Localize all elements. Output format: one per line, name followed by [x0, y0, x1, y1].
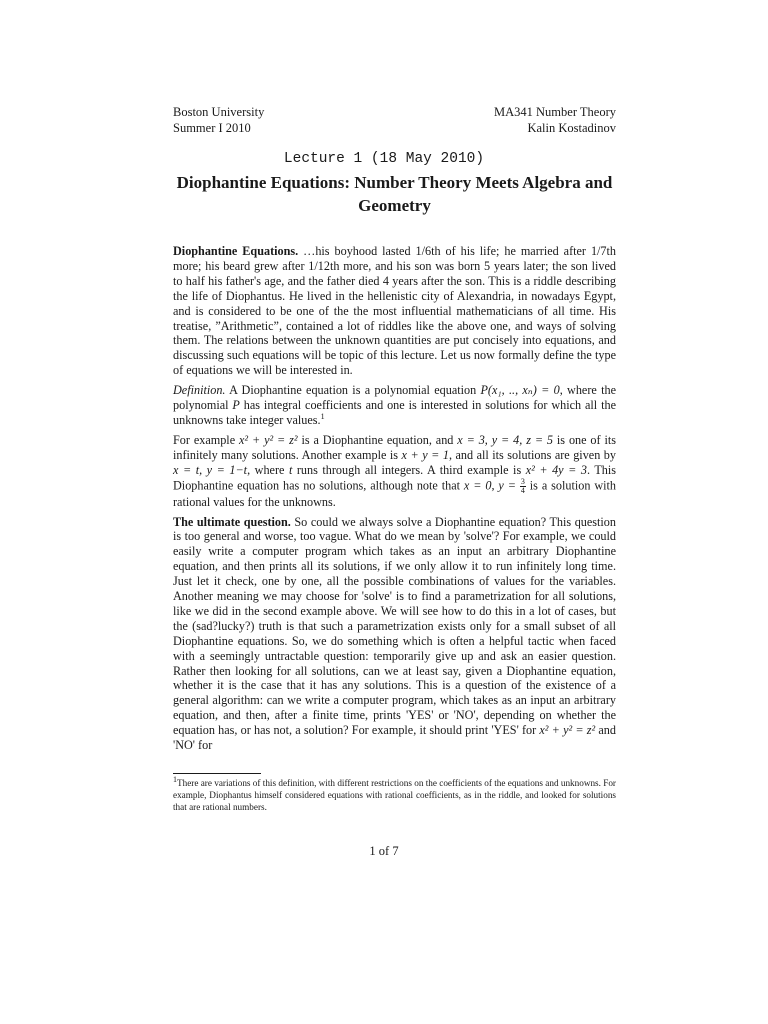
text-run: is a solution with rational values for the unknowns. — [173, 477, 617, 509]
math-expression: x² + y² = z² — [239, 432, 298, 447]
paragraph-definition — [173, 383, 616, 428]
paragraph-text: So could we always solve a Diophantine equation? This question is too general and worse, too vague. What do we mean by 'solve'? For example, we could easily write a computer program which takes as an input an arbitrary Diophantine equation, and then prints all its solutions, if we only allow it to run infinitely long time. Just let it check, one by one, all the possible combinations of values for the variables. Another meaning we may choose for 'solve' is to find a parametrization for all solutions, like we did in the second example above. We will see how to do this in a lot of cases, but the (sad?lucky?) truth is that such a parametrization exists only for a small subset of all Diophantine equations. So, we do something which is often a helpful tactic when faced with a seemingly untractable question: temporarily give up and ask an easier question. Rather then looking for all solutions, can we at least say, given a Diophantine equation, whether it is the case that it has any solutions. This is a question of the existence of a general algorithm: can we write a computer program, which takes as an input an arbitrary equation, and then, after a finite time, prints 'YES' or 'NO', depending on whether the equation has, or has not, a solution? For example, it should print 'YES' for — [173, 514, 616, 738]
instructor: Kalin Kostadinov — [527, 121, 616, 135]
course: MA341 Number Theory — [494, 105, 616, 119]
math-expression: x + y = 1 — [401, 447, 449, 462]
lecture-label: Lecture 1 (18 May 2010) — [283, 151, 485, 167]
header-right — [494, 104, 616, 136]
text-run: , where the polynomial — [173, 383, 616, 413]
body-text — [173, 244, 616, 758]
text-run: has integral coefficients and one is interested in solutions for which all the unknowns take integer values. — [173, 398, 616, 427]
paragraph-ultimate-question — [173, 515, 616, 754]
footnote-text: There are variations of this definition, with different restrictions on the coefficients of the equations and unknowns. For example, Diophantus himself considered equations with rational coefficients, as in the riddle, and looked for solutions that are rational numbers. — [173, 778, 616, 812]
text-run: For example — [173, 432, 239, 447]
paragraph-text: …his boyhood lasted 1/6th of his life; he married after 1/7th more; his beard grew after 1/12th more, and his son was born 5 years later; the son lived to half his father's age, and the father died 4 years after the son. This is a riddle describing the life of Diophantus. He lived in the hellenistic city of Alexandria, in nowadays Egypt, and is considered to be one of the the most influential mathematicians of all time. His treatise, ”Arithmetic”, contained a lot of riddles like the above one, and ways of solving them. The relations between the unknown quantities are put concisely into equations, and discussing such equations will be topic of this lecture. Let us now formally define the type of equations we will be interested in. — [173, 244, 616, 378]
footnote-marker[interactable]: 1 — [320, 411, 325, 421]
text-run: A Diophantine equation is a polynomial equation — [225, 383, 481, 398]
math-expression: P(x₁, .., xₙ) = 0 — [480, 383, 560, 398]
page-number: 1 of 7 — [369, 844, 399, 858]
fraction-denominator: 4 — [520, 485, 525, 495]
text-run: runs through all integers. A third example is — [292, 462, 526, 477]
math-expression: x² + y² = z² — [539, 723, 596, 738]
section-heading: Diophantine Equations. — [173, 244, 299, 258]
term: Summer I 2010 — [173, 121, 251, 135]
math-expression: x² + 4y = 3 — [525, 462, 587, 477]
fraction-numerator: 3 — [520, 476, 525, 486]
text-run: is a Diophantine equation, and — [297, 432, 458, 447]
text-run: is one of its infinitely many solutions. Another example is — [173, 432, 616, 462]
definition-label: Definition. — [173, 383, 226, 398]
paragraph-example — [173, 433, 616, 510]
page-title: Diophantine Equations: Number Theory Meets Algebra and Geometry — [176, 173, 613, 215]
footnote — [173, 774, 616, 813]
university: Boston University — [173, 105, 265, 119]
math-expression: x = t, y = 1−t — [173, 462, 248, 477]
math-expression: t — [288, 462, 293, 477]
footnote-number: 1 — [173, 774, 177, 784]
paragraph-intro — [173, 244, 616, 378]
text-run: , and all its solutions are given by — [448, 447, 616, 462]
text-run: and 'NO' for — [173, 723, 616, 753]
text-run: , where — [247, 462, 289, 477]
math-expression: P — [232, 398, 240, 413]
text-run: . This Diophantine equation has no solutions, although note that — [173, 462, 616, 492]
section-heading: The ultimate question. — [173, 514, 291, 529]
header-left — [173, 104, 264, 136]
footnote-rule — [173, 773, 261, 774]
math-expression: x = 0, y = — [463, 477, 516, 492]
math-expression: x = 3, y = 4, z = 5 — [457, 432, 554, 447]
